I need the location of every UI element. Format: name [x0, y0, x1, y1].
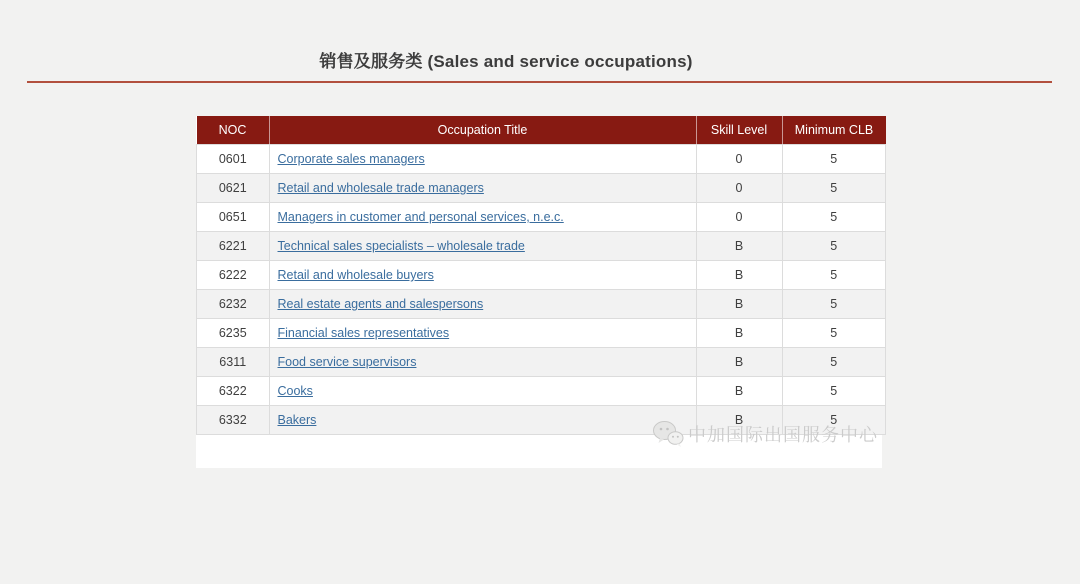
occupation-cell: [269, 377, 696, 406]
page-title: 销售及服务类 (Sales and service occupations): [319, 52, 693, 71]
occupations-table-container: [196, 116, 882, 468]
noc-cell: 6311: [197, 348, 270, 377]
table-row: [197, 406, 886, 435]
occupation-link[interactable]: Bakers: [277, 413, 317, 427]
occupations-table: [196, 116, 886, 435]
clb-cell: 5: [782, 174, 886, 203]
occupation-link[interactable]: Managers in customer and personal services, n.e.c.: [277, 210, 564, 224]
table-row: [197, 261, 886, 290]
header-noc: NOC: [197, 116, 270, 145]
occupation-cell: [269, 348, 696, 377]
table-row: [197, 203, 886, 232]
skill-level-cell: 0: [696, 145, 782, 174]
noc-cell: 0601: [197, 145, 270, 174]
noc-cell: 0651: [197, 203, 270, 232]
clb-cell: 5: [782, 145, 886, 174]
clb-cell: 5: [782, 290, 886, 319]
header-skill-level: Skill Level: [696, 116, 782, 145]
noc-cell: 6222: [197, 261, 270, 290]
clb-cell: 5: [782, 406, 886, 435]
table-row: [197, 232, 886, 261]
occupation-cell: [269, 406, 696, 435]
occupation-cell: [269, 203, 696, 232]
skill-level-cell: B: [696, 406, 782, 435]
header-minimum-clb: Minimum CLB: [782, 116, 886, 145]
noc-cell: 6332: [197, 406, 270, 435]
skill-level-cell: 0: [696, 174, 782, 203]
noc-cell: 6232: [197, 290, 270, 319]
occupation-link[interactable]: Technical sales specialists – wholesale trade: [277, 239, 525, 253]
skill-level-cell: 0: [696, 203, 782, 232]
skill-level-cell: B: [696, 348, 782, 377]
skill-level-cell: B: [696, 261, 782, 290]
noc-cell: 6322: [197, 377, 270, 406]
occupation-cell: [269, 319, 696, 348]
clb-cell: 5: [782, 319, 886, 348]
noc-cell: 6221: [197, 232, 270, 261]
skill-level-cell: B: [696, 319, 782, 348]
noc-cell: 6235: [197, 319, 270, 348]
header-occupation-title: Occupation Title: [269, 116, 696, 145]
title-divider: [27, 81, 1052, 83]
occupation-cell: [269, 145, 696, 174]
table-row: [197, 348, 886, 377]
clb-cell: 5: [782, 377, 886, 406]
occupation-cell: [269, 290, 696, 319]
table-row: [197, 290, 886, 319]
watermark-text: 中加国际出国服务中心: [688, 425, 878, 445]
occupation-cell: [269, 232, 696, 261]
occupation-link[interactable]: Cooks: [277, 384, 313, 398]
noc-cell: 0621: [197, 174, 270, 203]
occupation-link[interactable]: Food service supervisors: [277, 355, 417, 369]
occupation-cell: [269, 261, 696, 290]
clb-cell: 5: [782, 261, 886, 290]
table-header-row: [197, 116, 886, 145]
occupation-link[interactable]: Retail and wholesale buyers: [277, 268, 434, 282]
table-row: [197, 174, 886, 203]
clb-cell: 5: [782, 203, 886, 232]
table-row: [197, 145, 886, 174]
clb-cell: 5: [782, 232, 886, 261]
table-row: [197, 319, 886, 348]
occupation-cell: [269, 174, 696, 203]
skill-level-cell: B: [696, 232, 782, 261]
skill-level-cell: B: [696, 377, 782, 406]
table-row: [197, 377, 886, 406]
occupation-link[interactable]: Retail and wholesale trade managers: [277, 181, 484, 195]
occupation-link[interactable]: Financial sales representatives: [277, 326, 450, 340]
occupation-link[interactable]: Real estate agents and salespersons: [277, 297, 484, 311]
occupation-link[interactable]: Corporate sales managers: [277, 152, 425, 166]
skill-level-cell: B: [696, 290, 782, 319]
clb-cell: 5: [782, 348, 886, 377]
